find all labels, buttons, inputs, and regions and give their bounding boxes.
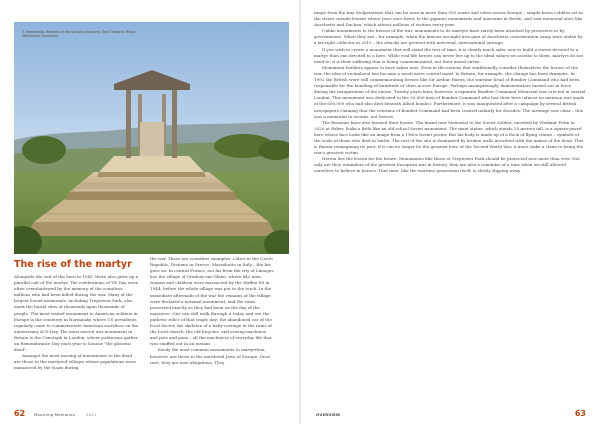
paragraph: Amongst the most moving of monuments to the dead are those to the martyred villages whose populations were massacred by the Nazis during <box>14 353 137 371</box>
memorial-photo <box>14 22 289 254</box>
paragraph: Unlike monuments to the heroes of the war, monuments to its martyrs have rarely been attacked by protesters or by governments. When they are – for example, when the famous wrought-iron gate of Auschwitz concentration camp were stolen by a far-right collector in 2010 – the attacks are greeted with universal, international outrage. <box>314 28 583 46</box>
paragraph: range from the tiny Stolpersteine that can be seen in more than 500 towns and cities across Europe – simple brass cobbles set in the street outside houses where Jews once lived, to the gigantic monuments and museums in Berlin, and vast memorial sites like Auschwitz and Dachau, which attract millions of visitors every year. <box>314 10 583 28</box>
left-page <box>0 0 299 424</box>
right-column <box>314 10 586 175</box>
paragraph: Alongside the cult of the hero in 1945, there also grew up a parallel cult of the martyr. The celebrations of VE Day were often overshadowed by the memory of the countless millions who had been killed during the war. Many of the largest Soviet memorials, including Treptower Park, also mark the burial sites of thousands upon thousands of people. The most visited monument to American soldiers in Europe is the cemetery in Normandy, where US presidents regularly come to commemorate American sacrifices on the anniversary of D-Day. The most sacred war monument in Britain is the Cenotaph in London, where politicians gather on Remembrance Day each year to honour "the glorious dead". <box>14 274 139 353</box>
paragraph: Monument builders appear to have taken note. Even in the nations that traditionally consider themselves the heroes of the war, the idea of victimhood has become a much more central motif. In Britain, for example, the change has been dramatic. In 1992 the British were still commemorating heroes like Sir Arthur Harris, the wartime head of Bomber Command who had been responsible for the bombing of hundreds of cities across Europe. Perhaps unsurprisingly, demonstrators turned out in force during the inauguration of the statue. Twenty years later, however, a separate Bomber Command Memorial was erected in central London. This monument was dedicated to the 55,000 men of Bomber Command who lost their lives (almost no mention was made of the 600,000 who had also died beneath Allied bombs). Furthermore, it was inaugurated after a campaign by several British newspapers claiming that the veterans of Bomber Command had been treated unfairly for decades. The message was clear – this was a memorial to victims, not heroes. <box>314 64 586 119</box>
running-header-year: 2021 <box>86 412 97 417</box>
left-column-2 <box>150 256 275 366</box>
paragraph: Easily the most common monuments to martyrdom, however, are those to the murdered Jews of Europe. Once rare, they are now ubiquitous. They <box>150 347 271 365</box>
paragraph: The Russians have also learned their lesson. The brand new Memorial to the Soviet Soldier, unveiled by Vladimir Putin in 2020 at Rzhev, looks a little like an old school Soviet monument. The main statue, which stands 25 metres tall, is a square-jawed hero whose face looks like an image from a 1960s Soviet poster. But his body is made up of a flock of flying cranes – symbols of the souls of those who died in battle. The rest of the site is dominated by broken walls inscribed with the names of the dead. This is Russia reimagining its past: if it can no longer be the greatest hero of the Second World War, it must stake a claim to being the war's greatest victim. <box>314 119 584 156</box>
running-header-title: Mourning Memories <box>34 412 75 417</box>
photo-caption: 3. Marzabotto. Remains of the Sacrario (ossuary); Sole Cerbone. Photo: (Wikimedia Commons) <box>22 30 136 38</box>
memorial-photo-image <box>14 22 289 254</box>
paragraph: the war. These are countless examples: Lidice in the Czech Republic, Distomo in Greece, Marzabotto in Italy – the list goes on. In central France, not far from the city of Limoges, lies the village of Oradour-sur-Glane, where 642 men, women and children were massacred by the Waffen-SS in 1944, before the whole village was put to the torch. In the immediate aftermath of the war the remains of the village were declared a national monument, and the ruins preserved exactly as they had been on the day of the massacre. One can still walk through it today and see the pathetic relics of that tragic day: the abandoned car of the local doctor, the skeleton of a baby-carriage in the ruins of the local church, the old bicycles, and sewing-machines, and pots and pans – all the machinery of everyday life that was snuffed out in an instant. <box>150 256 275 347</box>
paragraph: If you wish to create a monument that will stand the test of time, it is clearly much safer now to build a statue devoted to a martyr than one devoted to a hero. While real-life heroes can never live up to the ideal values we ascribe to them, martyrs do not need to: it is their suffering that is being commemorated, not their moral virtue. <box>314 46 584 64</box>
page-number-left: 62 <box>14 409 26 418</box>
paragraph: Herein lies the lesson for the future. Monuments like those at Treptower Park should be protected now more than ever. Not only are they reminders of the greatest European war in history, they are also a reminder of a time when we still allowed ourselves to believe in heroes. That time, like the wartime generation itself, is slowly slipping away <box>314 156 580 174</box>
section-title: The rise of the martyr <box>14 259 132 270</box>
running-header-section: OVERVIEW <box>316 412 341 417</box>
left-column-1 <box>14 274 139 372</box>
page-number-right: 63 <box>574 409 586 418</box>
